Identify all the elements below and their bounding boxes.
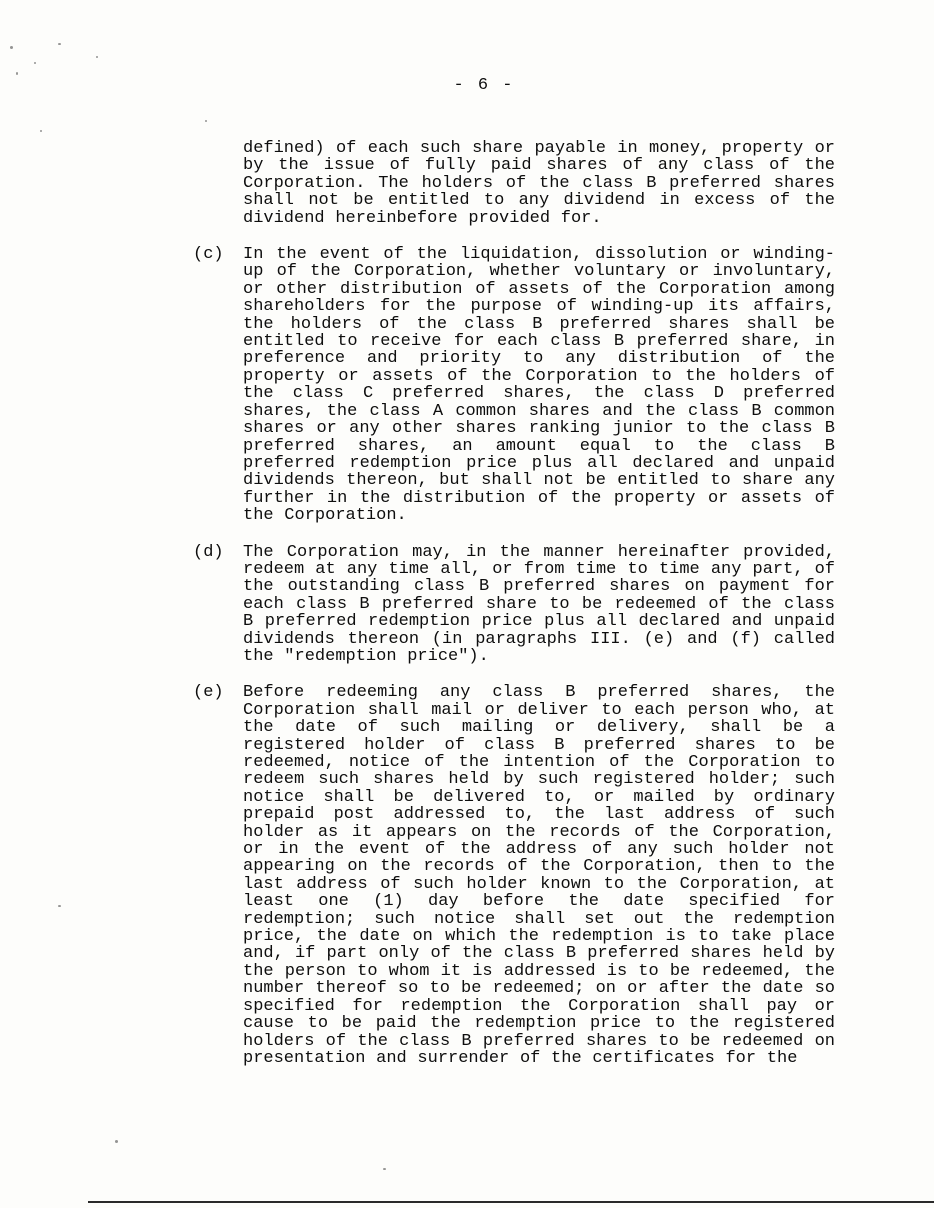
paragraph-continuation [193,140,835,227]
scan-speckle [10,46,13,49]
scan-speckle [58,43,61,45]
paragraph-text: The Corporation may, in the manner hereinafter provided, redeem at any time all, or from time to time any part, of the outstanding class B preferred shares on payment for each class B preferred share to be redeemed of the class B preferred redemption price plus all declared and unpaid dividends thereon (in paragraphs III. (e) and (f) called the "redemption price"). [243,542,835,666]
scan-speckle [58,905,61,907]
paragraph-d [193,544,835,666]
paragraph-e [193,684,835,1067]
paragraph-text: In the event of the liquidation, dissolution or winding-up of the Corporation, whether voluntary or involuntary, or other distribution of assets of the Corporation among shareholders for the purpose of winding-up its affairs, the holders of the class B preferred shares shall be entitled to receive for each class B preferred share, in preference and priority to any distribution of the property or assets of the Corporation to the holders of the class C preferred shares, the class D preferred shares, the class A common shares and the class B common shares or any other shares ranking junior to the class B preferred shares, an amount equal to the class B preferred redemption price plus all declared and unpaid dividends thereon, but shall not be entitled to share any further in the distribution of the property or assets of the Corporation. [243,245,835,526]
scan-speckle [40,130,42,132]
paragraph-label: (e) [193,683,224,703]
scan-speckle [115,1140,118,1143]
paragraph-text: Before redeeming any class B preferred shares, the Corporation shall mail or deliver to each person who, at the date of such mailing or delivery, shall be a registered holder of class B preferred shares to be redeemed, notice of the intention of the Corporation to redeem such shares held by such registered holder; such notice shall be delivered to, or mailed by ordinary prepaid post addressed to, the last address of such holder as it appears on the records of the Corporation, or in the event of the address of any such holder not appearing on the records of the Corporation, then to the last address of such holder known to the Corporation, at least one (1) day before the date specified for redemption; such notice shall set out the redemption price, the date on which the redemption is to take place and, if part only of the class B preferred shares held by the person to whom it is addressed is to be redeemed, the number thereof so to be redeemed; on or after the date so specified for redemption the Corporation shall pay or cause to be paid the redemption price to the registered holders of the class B preferred shares to be redeemed on presentation and surrender of the certificates for the [243,683,835,1068]
document-body [193,140,835,1086]
scan-speckle [34,62,36,64]
scan-speckle [205,120,207,122]
paragraph-label: (d) [193,542,224,562]
scan-speckle [96,56,98,58]
paragraph-c [193,246,835,525]
page-number: - 6 - [453,76,515,95]
scan-edge-artifact [88,1201,934,1203]
scan-speckle [383,1168,386,1170]
scan-speckle [16,72,18,75]
paragraph-label: (c) [193,245,224,265]
paragraph-text: defined) of each such share payable in money, property or by the issue of fully paid shares of any class of the Corporation. The holders of the class B preferred shares shall not be entitled to any dividend in excess of the dividend hereinbefore provided for. [243,139,835,228]
